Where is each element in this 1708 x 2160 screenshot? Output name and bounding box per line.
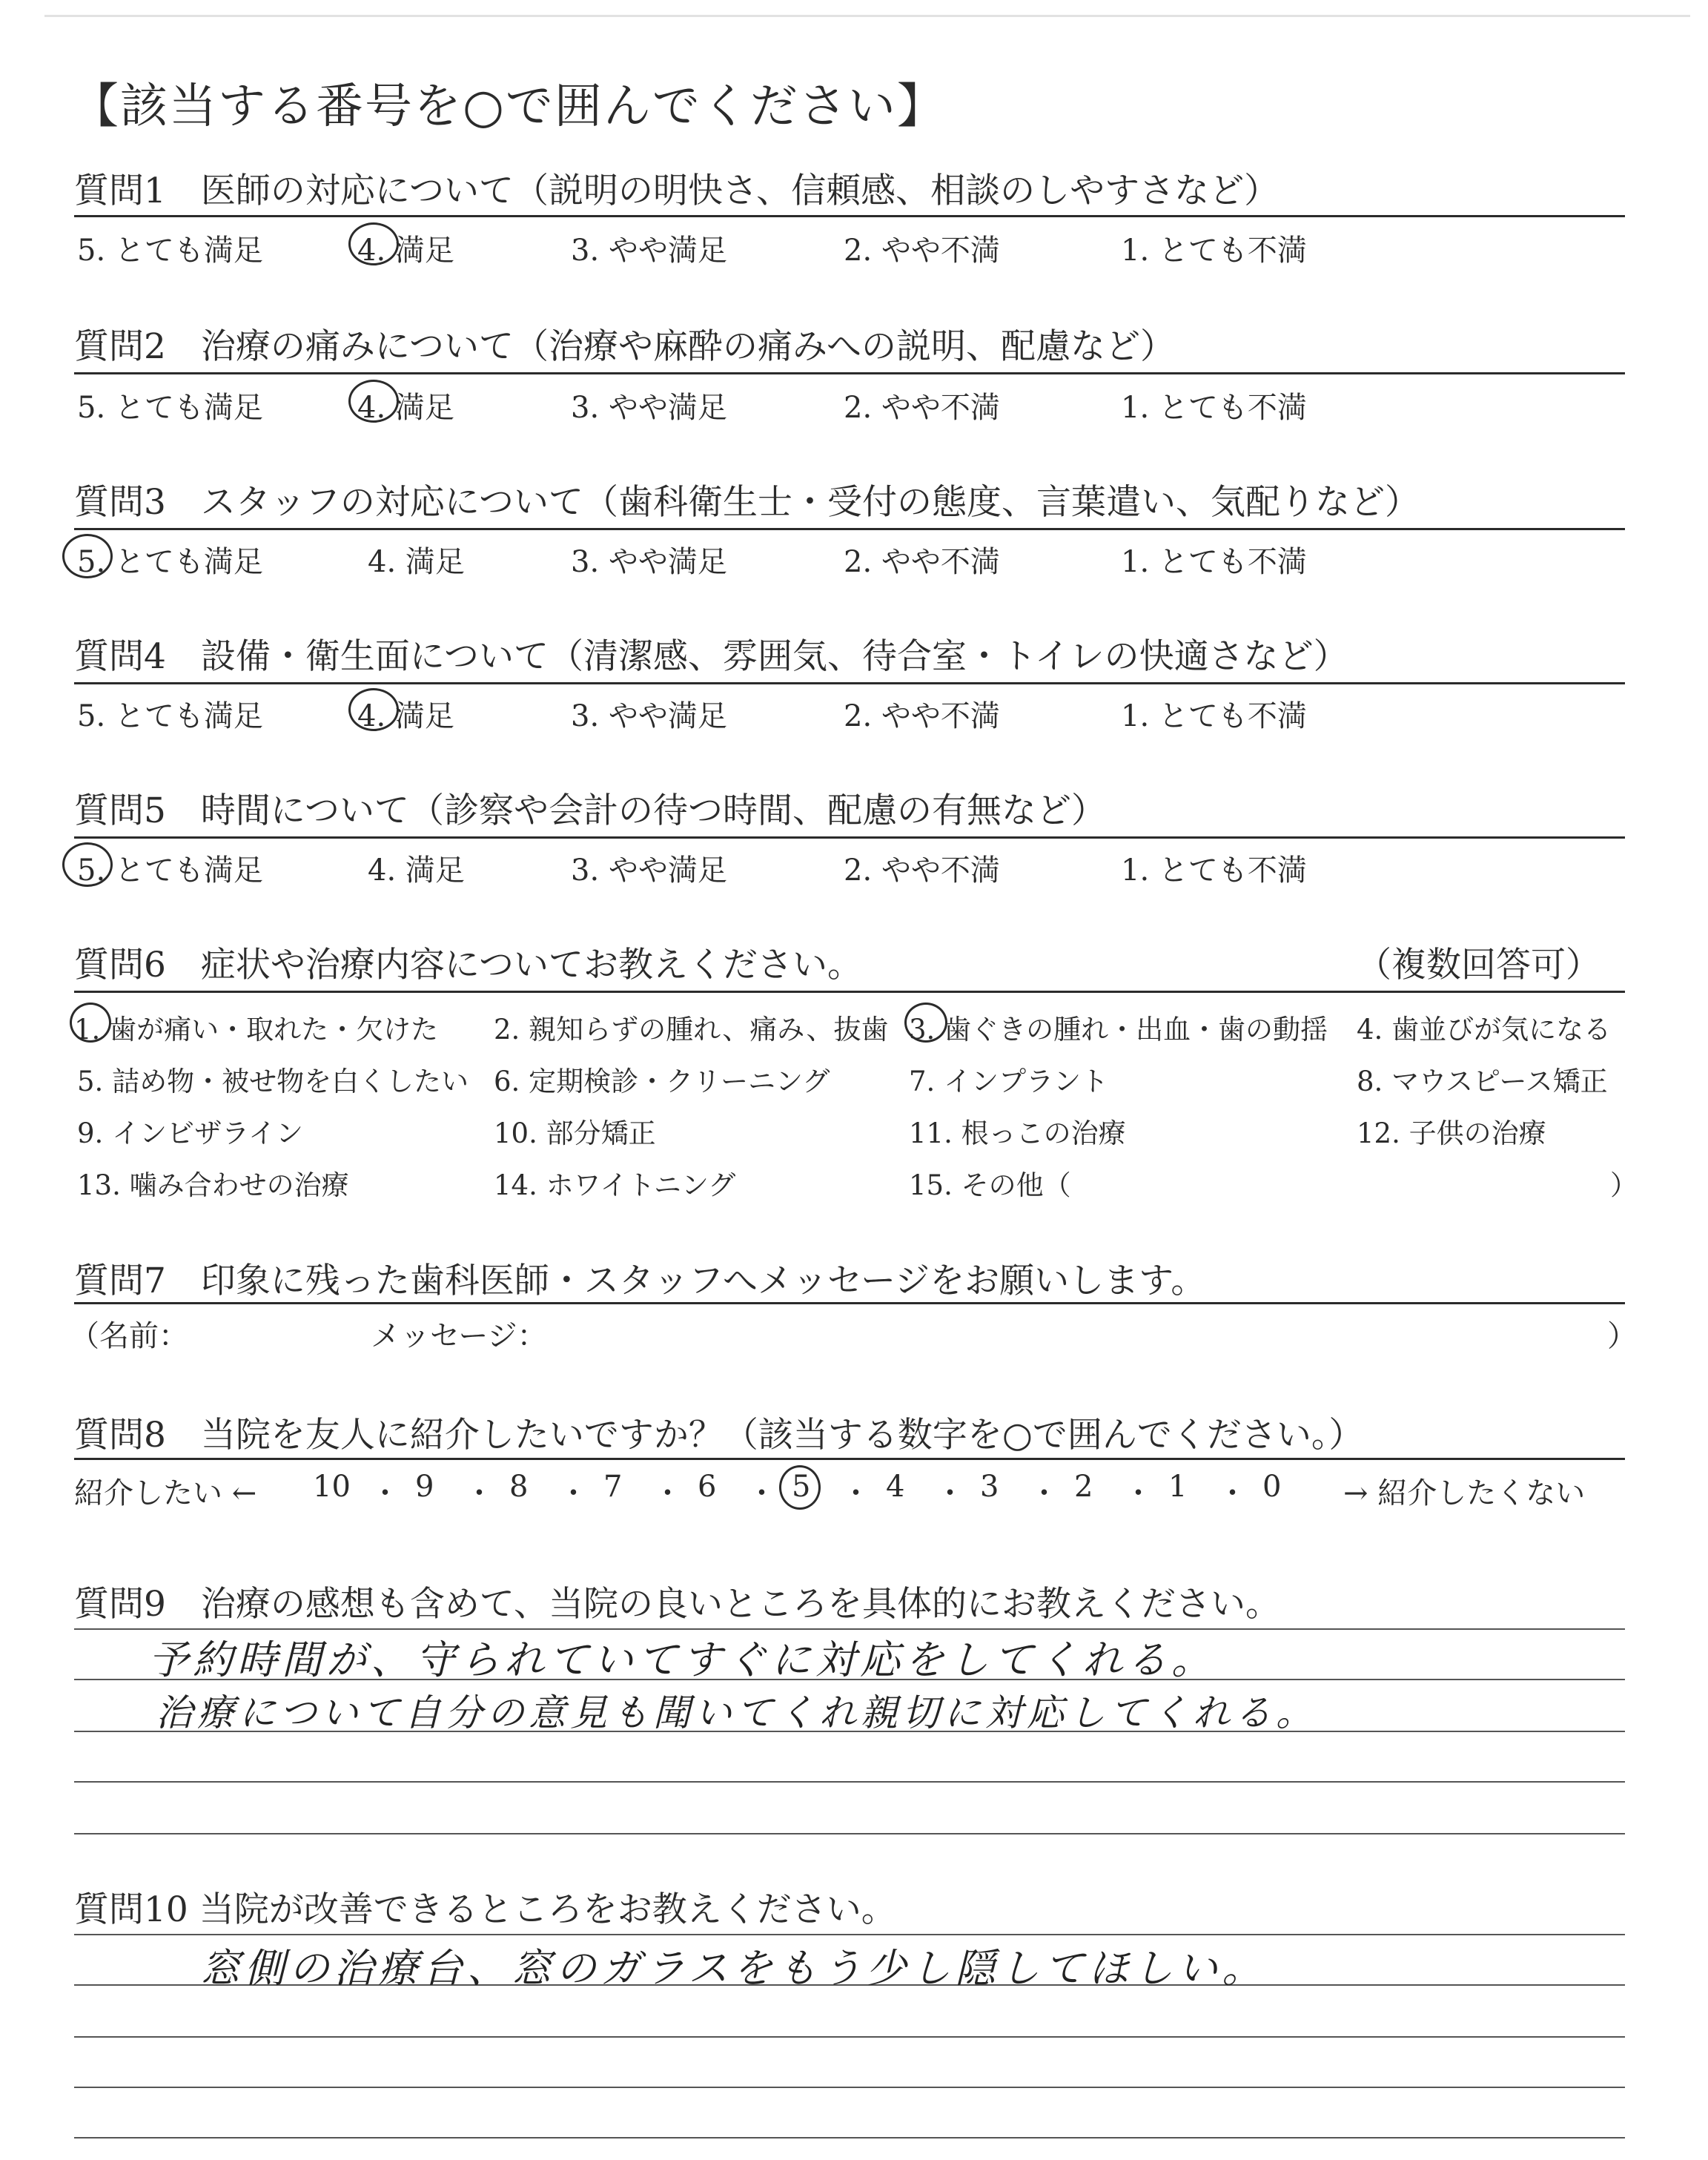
question-2-rule — [74, 372, 1625, 374]
q6-selection-circle-3 — [904, 1003, 947, 1043]
q6-item-15-close: ） — [1610, 1169, 1638, 1201]
q8-scale-separator: ・ — [747, 1476, 777, 1510]
q9-line-5 — [74, 1833, 1625, 1834]
q6-item-8[interactable]: 8. マウスピース矯正 — [1357, 1066, 1608, 1097]
q3-option-4[interactable]: 4. 満足 — [368, 545, 465, 579]
question-1-title: 質問1 医師の対応について（説明の明快さ、信頼感、相談のしやすさなど） — [74, 171, 1280, 211]
question-8-rule — [74, 1458, 1625, 1460]
question-6-rule — [74, 991, 1625, 993]
question-5-rule — [74, 836, 1625, 839]
q9-answer-line-1: 予約時間が、守られていてすぐに対応をしてくれる。 — [148, 1636, 1216, 1683]
q8-scale-0[interactable]: 0 — [1262, 1470, 1282, 1504]
q6-item-11[interactable]: 11. 根っこの治療 — [909, 1117, 1126, 1149]
q8-scale-separator: ・ — [935, 1476, 965, 1510]
q1-option-5[interactable]: 5. とても満足 — [77, 234, 263, 268]
q8-right-label: → 紹介したくない — [1343, 1476, 1586, 1510]
q7-close: ） — [1607, 1319, 1637, 1353]
q5-option-2[interactable]: 2. やや不満 — [844, 853, 1000, 888]
q6-item-4[interactable]: 4. 歯並びが気になる — [1357, 1014, 1612, 1046]
q6-item-1[interactable]: 1. 歯が痛い・取れた・欠けた — [74, 1014, 439, 1046]
q6-item-9[interactable]: 9. インビザライン — [77, 1117, 303, 1149]
question-10-title: 質問10 当院が改善できるところをお教えください。 — [74, 1889, 896, 1930]
q3-option-1[interactable]: 1. とても不満 — [1121, 545, 1307, 579]
q8-scale-separator: ・ — [464, 1476, 494, 1510]
q8-scale-8[interactable]: 8 — [509, 1470, 529, 1504]
q8-scale-9[interactable]: 9 — [415, 1470, 434, 1504]
q5-option-5[interactable]: 5. とても満足 — [77, 853, 263, 888]
q4-option-3[interactable]: 3. やや満足 — [571, 699, 727, 733]
q8-scale-3[interactable]: 3 — [980, 1470, 999, 1504]
q6-item-2[interactable]: 2. 親知らずの腫れ、痛み、抜歯 — [494, 1014, 889, 1046]
q6-item-10[interactable]: 10. 部分矯正 — [494, 1117, 656, 1149]
q7-message-label: メッセージ： — [371, 1319, 547, 1353]
q10-line-1 — [74, 1934, 1625, 1935]
question-7-title: 質問7 印象に残った歯科医師・スタッフへメッセージをお願いします。 — [74, 1261, 1206, 1301]
q5-selection-circle — [62, 842, 113, 887]
q9-line-4 — [74, 1781, 1625, 1783]
q1-selection-circle — [348, 222, 399, 265]
q6-selection-circle-1 — [70, 1003, 111, 1043]
q7-name-label: （名前： — [70, 1319, 188, 1353]
question-9-title: 質問9 治療の感想も含めて、当院の良いところを具体的にお教えください。 — [74, 1584, 1280, 1625]
q4-option-4[interactable]: 4. 満足 — [357, 699, 454, 733]
instruction-header: 【該当する番号を○で囲んでください】 — [71, 79, 946, 134]
q5-option-3[interactable]: 3. やや満足 — [571, 853, 727, 888]
q8-scale-7[interactable]: 7 — [603, 1470, 623, 1504]
q8-scale-4[interactable]: 4 — [886, 1470, 905, 1504]
q2-option-1[interactable]: 1. とても不満 — [1121, 391, 1307, 425]
q2-option-4[interactable]: 4. 満足 — [357, 391, 454, 425]
q6-item-3[interactable]: 3. 歯ぐきの腫れ・出血・歯の動揺 — [909, 1014, 1328, 1046]
q10-line-3 — [74, 2036, 1625, 2038]
q3-option-2[interactable]: 2. やや不満 — [844, 545, 1000, 579]
q6-item-12[interactable]: 12. 子供の治療 — [1357, 1117, 1546, 1149]
q1-option-4[interactable]: 4. 満足 — [357, 234, 454, 268]
q10-line-5 — [74, 2137, 1625, 2138]
q5-option-1[interactable]: 1. とても不満 — [1121, 853, 1307, 888]
question-4-title: 質問4 設備・衛生面について（清潔感、雰囲気、待合室・トイレの快適さなど） — [74, 636, 1348, 677]
q8-scale-2[interactable]: 2 — [1074, 1470, 1093, 1504]
question-3-rule — [74, 528, 1625, 530]
q8-scale-separator: ・ — [1029, 1476, 1059, 1510]
q4-option-5[interactable]: 5. とても満足 — [77, 699, 263, 733]
q3-option-3[interactable]: 3. やや満足 — [571, 545, 727, 579]
q2-option-3[interactable]: 3. やや満足 — [571, 391, 727, 425]
q8-left-label: 紹介したい ← — [74, 1476, 257, 1510]
scan-edge — [44, 15, 1690, 17]
question-3-title: 質問3 スタッフの対応について（歯科衛生士・受付の態度、言葉遣い、気配りなど） — [74, 482, 1420, 523]
q8-scale-10[interactable]: 10 — [313, 1470, 351, 1504]
q1-option-3[interactable]: 3. やや満足 — [571, 234, 727, 268]
q3-option-5[interactable]: 5. とても満足 — [77, 545, 263, 579]
q1-option-2[interactable]: 2. やや不満 — [844, 234, 1000, 268]
q2-option-5[interactable]: 5. とても満足 — [77, 391, 263, 425]
q10-answer-line-1: 窓側の治療台、窓のガラスをもう少し隠してほしい。 — [200, 1945, 1267, 1992]
question-6-note: （複数回答可） — [1357, 945, 1601, 985]
q5-option-4[interactable]: 4. 満足 — [368, 853, 465, 888]
q2-selection-circle — [348, 380, 399, 423]
q8-scale-separator: ・ — [370, 1476, 400, 1510]
question-5-title: 質問5 時間について（診察や会計の待つ時間、配慮の有無など） — [74, 790, 1106, 831]
question-1-rule — [74, 215, 1625, 217]
q4-option-1[interactable]: 1. とても不満 — [1121, 699, 1307, 733]
q8-scale-separator: ・ — [841, 1476, 871, 1510]
q3-selection-circle — [62, 534, 113, 578]
q6-item-7[interactable]: 7. インプラント — [909, 1066, 1109, 1097]
question-4-rule — [74, 682, 1625, 684]
q6-item-15[interactable]: 15. その他（ — [909, 1169, 1071, 1201]
q8-scale-5[interactable]: 5 — [792, 1470, 811, 1504]
q8-scale-separator: ・ — [1217, 1476, 1248, 1510]
q8-scale-separator: ・ — [558, 1476, 589, 1510]
q4-selection-circle — [348, 688, 399, 731]
q2-option-2[interactable]: 2. やや不満 — [844, 391, 1000, 425]
q1-option-1[interactable]: 1. とても不満 — [1121, 234, 1307, 268]
q8-scale-separator: ・ — [652, 1476, 683, 1510]
q6-item-14[interactable]: 14. ホワイトニング — [494, 1169, 736, 1201]
q9-answer-line-2: 治療について自分の意見も聞いてくれ親切に対応してくれる。 — [156, 1691, 1317, 1734]
question-7-rule — [74, 1302, 1625, 1304]
q4-option-2[interactable]: 2. やや不満 — [844, 699, 1000, 733]
q6-item-6[interactable]: 6. 定期検診・クリーニング — [494, 1066, 830, 1097]
q8-scale-separator: ・ — [1123, 1476, 1153, 1510]
question-6-title: 質問6 症状や治療内容についてお教えください。 — [74, 945, 862, 985]
question-2-title: 質問2 治療の痛みについて（治療や麻酔の痛みへの説明、配慮など） — [74, 326, 1176, 367]
q6-item-13[interactable]: 13. 噛み合わせの治療 — [77, 1169, 349, 1201]
q6-item-5[interactable]: 5. 詰め物・被せ物を白くしたい — [77, 1066, 469, 1097]
q8-scale-6[interactable]: 6 — [698, 1470, 717, 1504]
q8-scale-1[interactable]: 1 — [1168, 1470, 1188, 1504]
q10-line-4 — [74, 2087, 1625, 2088]
question-8-title: 質問8 当院を友人に紹介したいですか？（該当する数字を○で囲んでください。） — [74, 1415, 1364, 1456]
q8-selection-circle — [779, 1465, 821, 1510]
